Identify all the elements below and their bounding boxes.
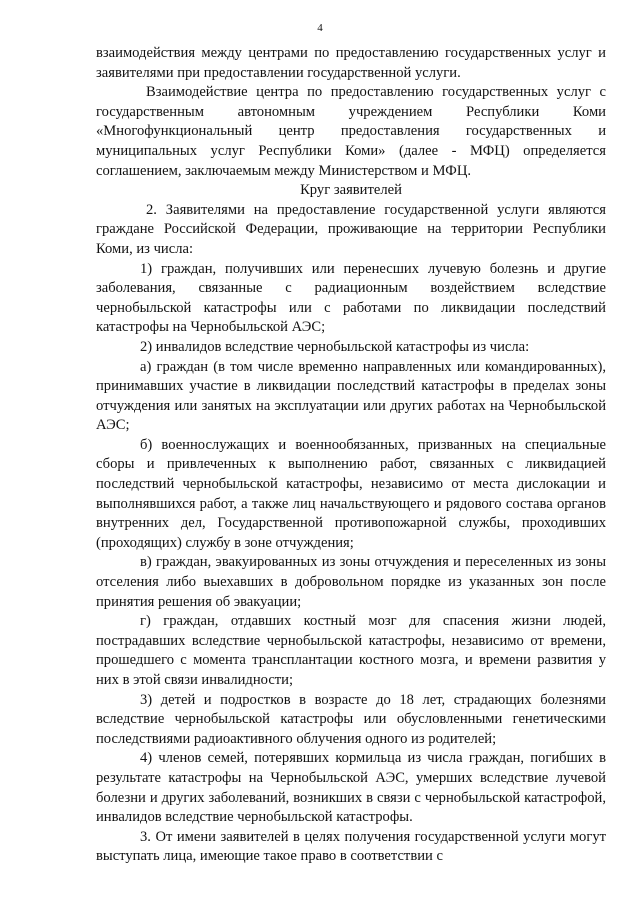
- document-body: [96, 44, 606, 867]
- list-item-2b: б) военнослужащих и военнообязанных, призванных на специальные сборы и привлеченных к выполнению работ, связанных с ликвидацией последствий чернобыльской катастрофы, независимо от места дислокации и выполнявшихся работ, а также лиц начальствующего и рядового состава органов внутренних дел, Государственной противопожарной службы, проходивших (проходящих) службу в зоне отчуждения;: [96, 436, 606, 551]
- list-item-3: 3) детей и подростков в возрасте до 18 лет, страдающих болезнями вследствие чернобыльской катастрофы или обусловленными генетическими последствиями радиоактивного облучения одного из родителей;: [96, 691, 606, 747]
- list-item-2v: в) граждан, эвакуированных из зоны отчуждения и переселенных из зоны отселения либо выехавших в добровольном порядке из указанных зон после принятия решения об эвакуации;: [96, 554, 606, 610]
- list-item-1: 1) граждан, получивших или перенесших лучевую болезнь и другие заболевания, связанные с радиационным воздействием вследствие чернобыльской катастрофы или с работами по ликвидации последствий катастрофы на Чернобыльской АЭС;: [96, 260, 606, 336]
- paragraph-mfc-interaction: Взаимодействие центра по предоставлению государственных услуг с государственным автономным учреждением Республики Коми «Многофункциональный центр предоставления государственных и муниципальных услуг Республики Коми» (далее - МФЦ) определяется соглашением, заключаемым между Министерством и МФЦ.: [96, 84, 606, 179]
- paragraph-continuation: взаимодействия между центрами по предоставлению государственных услуг и заявителями при предоставлении государственной услуги.: [96, 45, 606, 81]
- list-item-2g: г) граждан, отдавших костный мозг для спасения жизни людей, пострадавших вследствие чернобыльской катастрофы, независимо от времени, прошедшего с момента трансплантации костного мозга, и времени развития у них в этой связи инвалидности;: [96, 613, 606, 688]
- paragraph-representatives: 3. От имени заявителей в целях получения государственной услуги могут выступать лица, имеющие такое право в соответствии с: [96, 828, 606, 865]
- list-item-2: 2) инвалидов вследствие чернобыльской катастрофы из числа:: [140, 338, 530, 355]
- paragraph-applicants: 2. Заявителями на предоставление государственной услуги являются граждане Российской Федерации, проживающие на территории Республики Коми, из числа:: [96, 201, 606, 257]
- list-item-4: 4) членов семей, потерявших кормильца из числа граждан, погибших в результате катастрофы на Чернобыльской АЭС, умерших вследствие лучевой болезни и других заболеваний, возникших в связи с чернобыльской катастрофой, инвалидов вследствие чернобыльской катастрофы.: [96, 750, 606, 826]
- section-heading: Круг заявителей: [300, 182, 402, 199]
- page-number: 4: [317, 22, 323, 34]
- list-item-2a: а) граждан (в том числе временно направленных или командированных), принимавших участие в ликвидации последствий катастрофы в пределах зоны отчуждения или занятых на эксплуатации или других работах на Чернобыльской АЭС;: [96, 358, 606, 434]
